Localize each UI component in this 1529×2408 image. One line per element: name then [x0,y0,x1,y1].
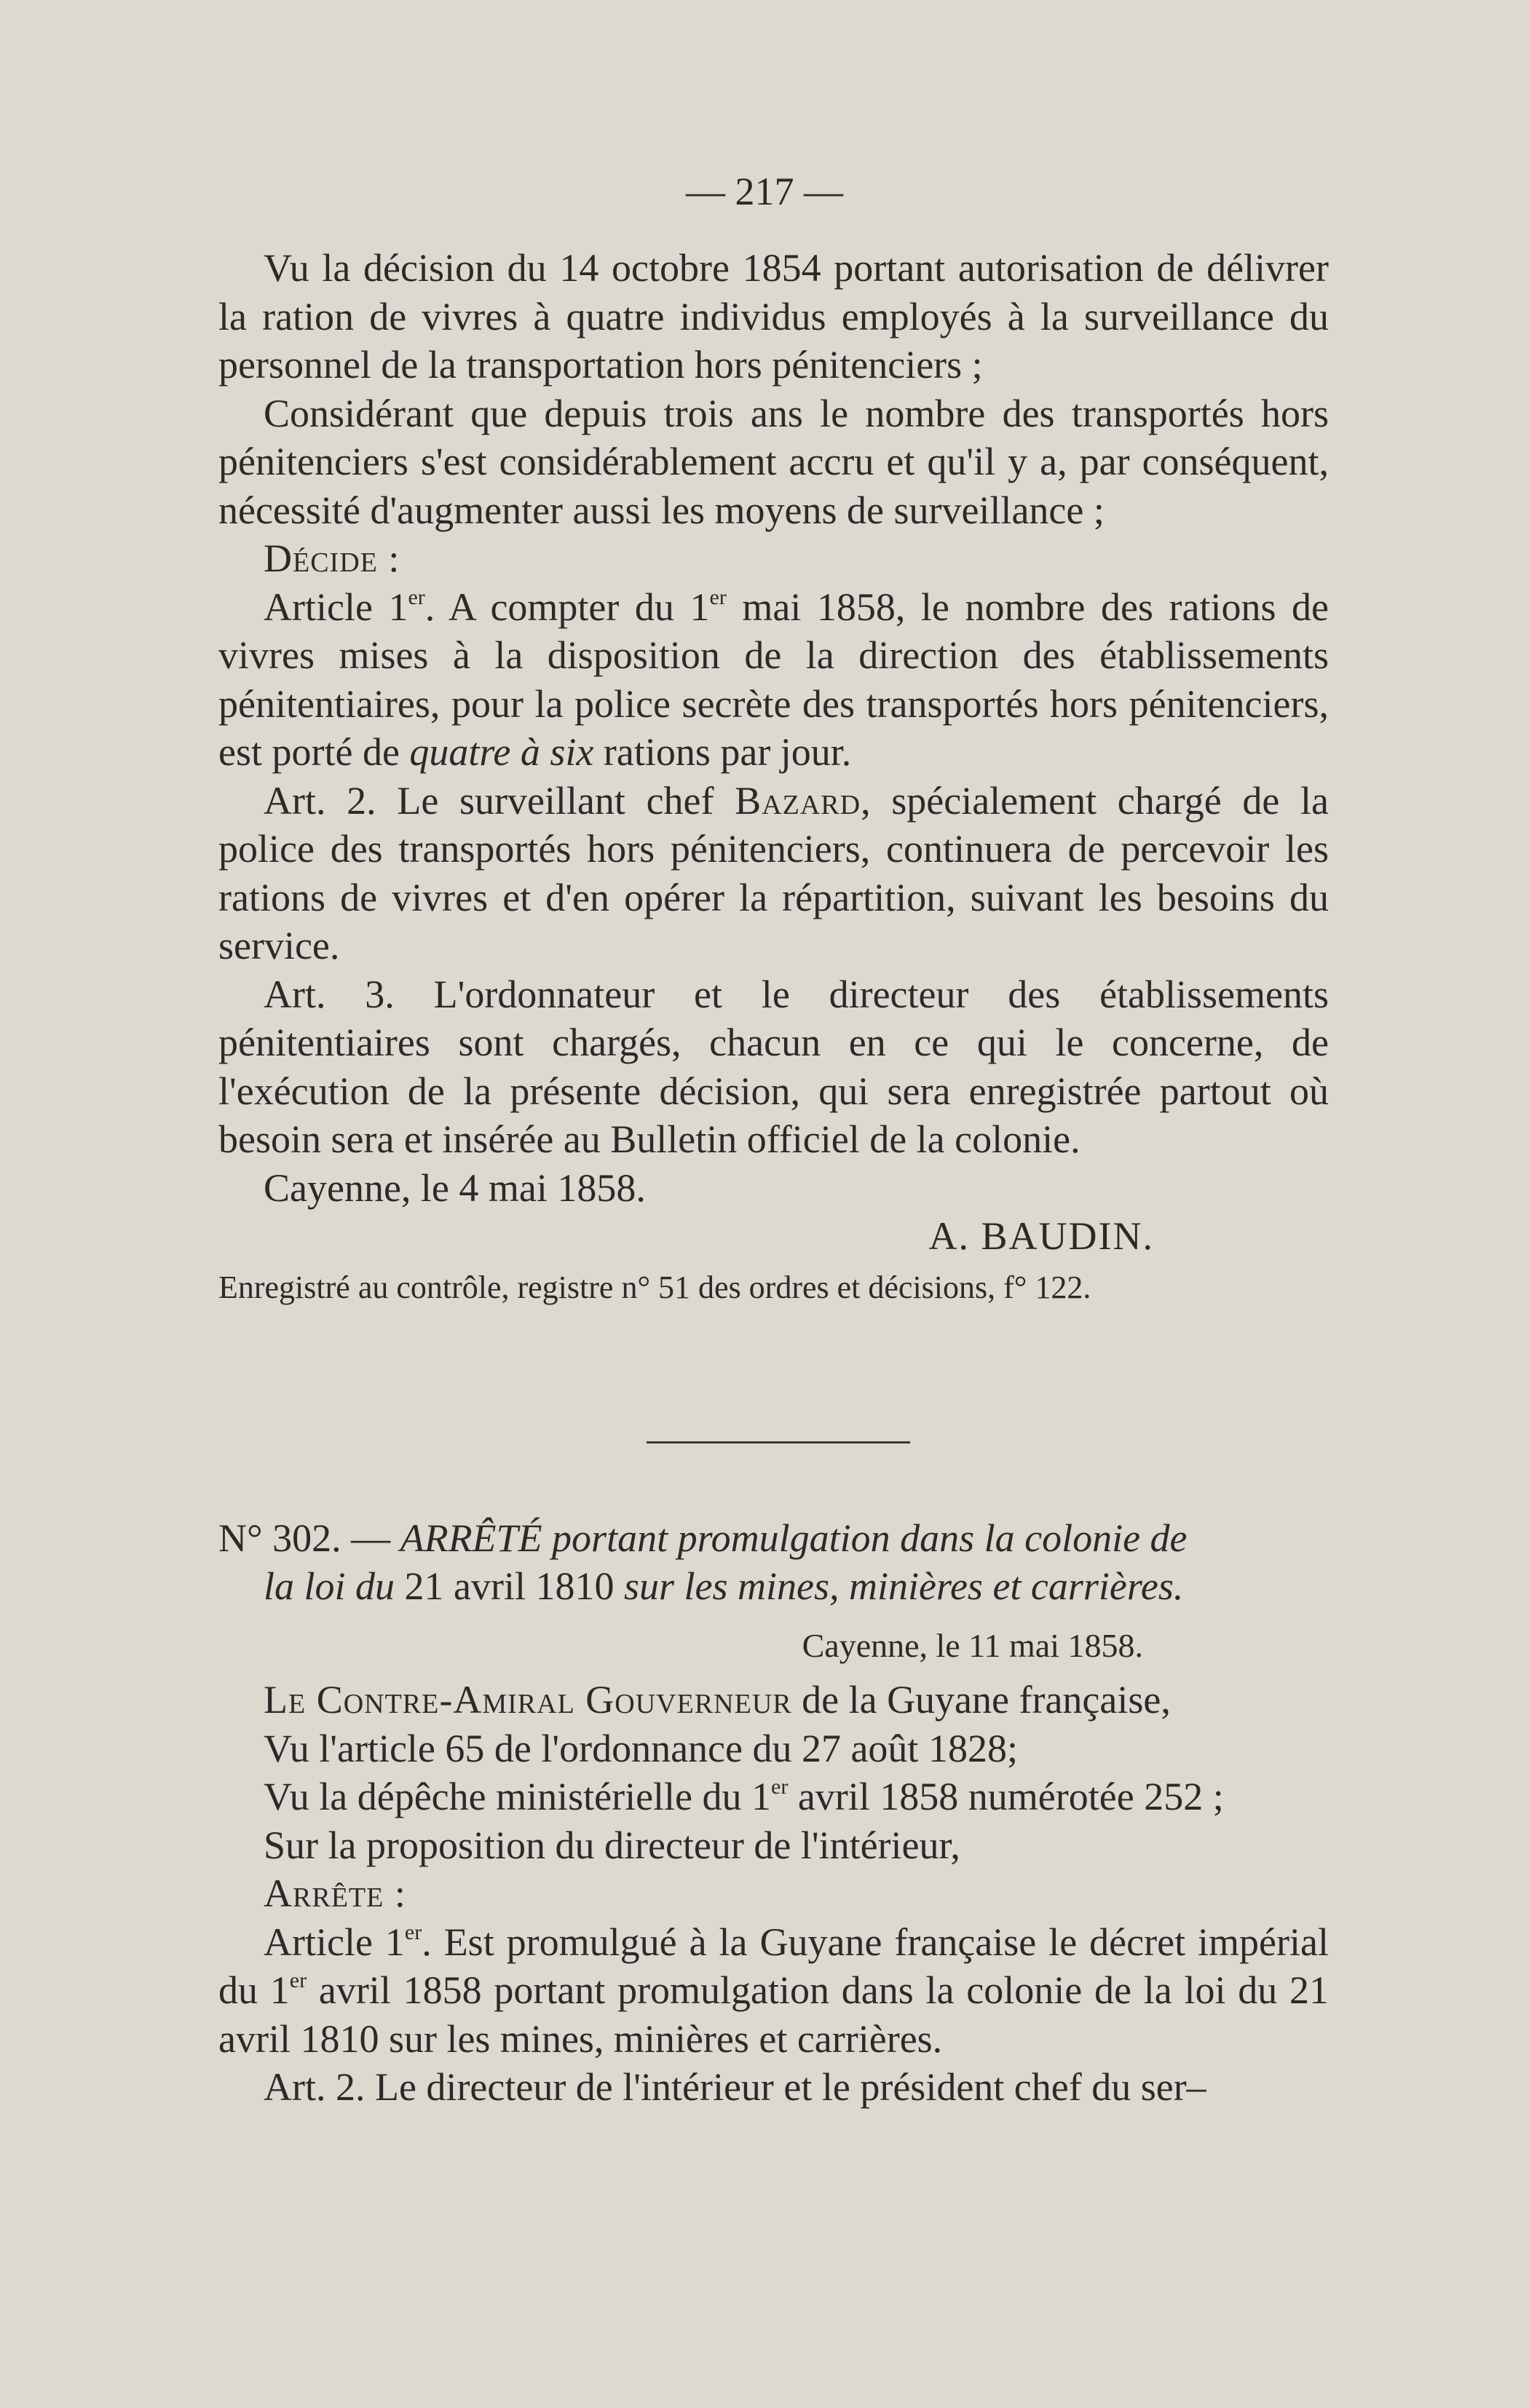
decision-registration-note: Enregistré au contrôle, registre n° 51 des ordres et décisions, f° 122. [218,1270,1091,1305]
arrete-vu-article: Vu l'article 65 de l'ordonnance du 27 août 1828; [264,1726,1018,1770]
decision-decide-label: Décide : [264,536,400,580]
decision-signature: A. BAUDIN. [928,1214,1154,1258]
decision-article-2: Art. 2. Le surveillant chef Bazard, spécialement chargé de la police des transportés hors pénitenciers, continuera de percevoir les rations de vivres et d'en opérer la répartition, suivant les besoins du service. [218,778,1329,967]
decision-article-3: Art. 3. L'ordonnateur et le directeur des établissements pénitentiaires sont chargés, chacun en ce qui le concerne, de l'exécution de la présente décision, qui sera enregistrée partout où besoin sera et insérée au Bulletin officiel de la colonie. [218,972,1329,1161]
arrete-label: Arrête : [264,1872,406,1915]
arrete-sur-proposition: Sur la proposition du directeur de l'intérieur, [264,1823,960,1867]
arrete-title: N° 302. — ARRÊTÉ portant promulgation dans la colonie de la loi du 21 avril 1810 sur les mines, minières et carrières. [218,1516,1188,1608]
decision-vu-paragraph: Vu la décision du 14 octobre 1854 portant autorisation de délivrer la ration de vivres à quatre individus employés à la surveillance du personnel de la transportation hors pénitenciers ; [218,246,1329,387]
arrete-dateline: Cayenne, le 11 mai 1858. [802,1627,1143,1664]
page-number: — 217 — [686,170,843,213]
arrete-section [218,1514,1329,2112]
arrete-article-2: Art. 2. Le directeur de l'intérieur et le président chef du ser– [264,2065,1206,2109]
decision-place-date: Cayenne, le 4 mai 1858. [264,1165,646,1210]
decision-considerant-paragraph: Considérant que depuis trois ans le nombre des transportés hors pénitenciers s'est considérablement accru et qu'il y a, par conséquent, nécessité d'augmenter aussi les moyens de surveillance ; [218,391,1329,532]
decision-section [218,244,1329,1308]
arrete-article-1: Article 1er. Est promulgué à la Guyane française le décret impérial du 1er avril 1858 portant promulgation dans la colonie de la loi du 21 avril 1810 sur les mines, minières et carrières. [218,1920,1330,2061]
section-divider [647,1441,910,1443]
decision-article-1: Article 1er. A compter du 1er mai 1858, le nombre des rations de vivres mises à la disposition de la direction des établissements pénitentiaires, pour la police secrète des transportés hors pénitenciers, est porté de quatre à six rations par jour. [218,585,1329,774]
arrete-vu-depeche: Vu la dépêche ministérielle du 1er avril 1858 numérotée 252 ; [264,1775,1224,1818]
arrete-governor-line: Le Contre-Amiral Gouverneur de la Guyane française, [264,1678,1171,1722]
